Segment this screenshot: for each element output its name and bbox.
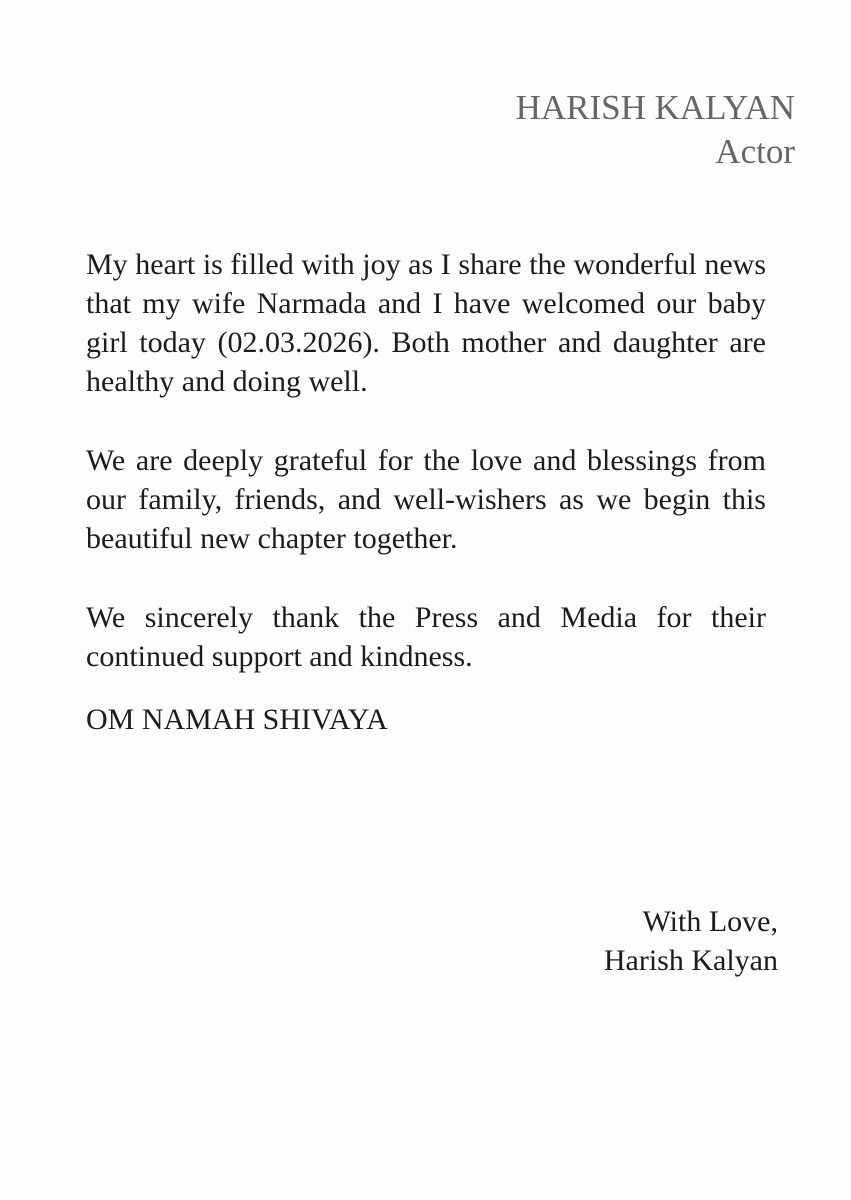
letter-body [86,245,766,739]
paragraph-announcement: My heart is filled with joy as I share the wonderful news that my wife Narmada and I have welcomed our baby girl today (02.03.2026). Both mother and daughter are healthy and doing well. [86,248,766,398]
closing-line: With Love, [642,905,778,938]
invocation: OM NAMAH SHIVAYA [86,703,388,736]
letterhead [516,86,795,174]
closing-block [604,902,778,980]
signature-name: Harish Kalyan [603,944,778,977]
paragraph-gratitude: We are deeply grateful for the love and blessings from our family, friends, and well-wishers as we begin this beautiful new chapter together. [86,444,766,555]
letterhead-name: HARISH KALYAN [515,88,795,127]
letterhead-title: Actor [715,132,795,171]
paragraph-thanks: We sincerely thank the Press and Media for their continued support and kindness. [86,601,766,673]
